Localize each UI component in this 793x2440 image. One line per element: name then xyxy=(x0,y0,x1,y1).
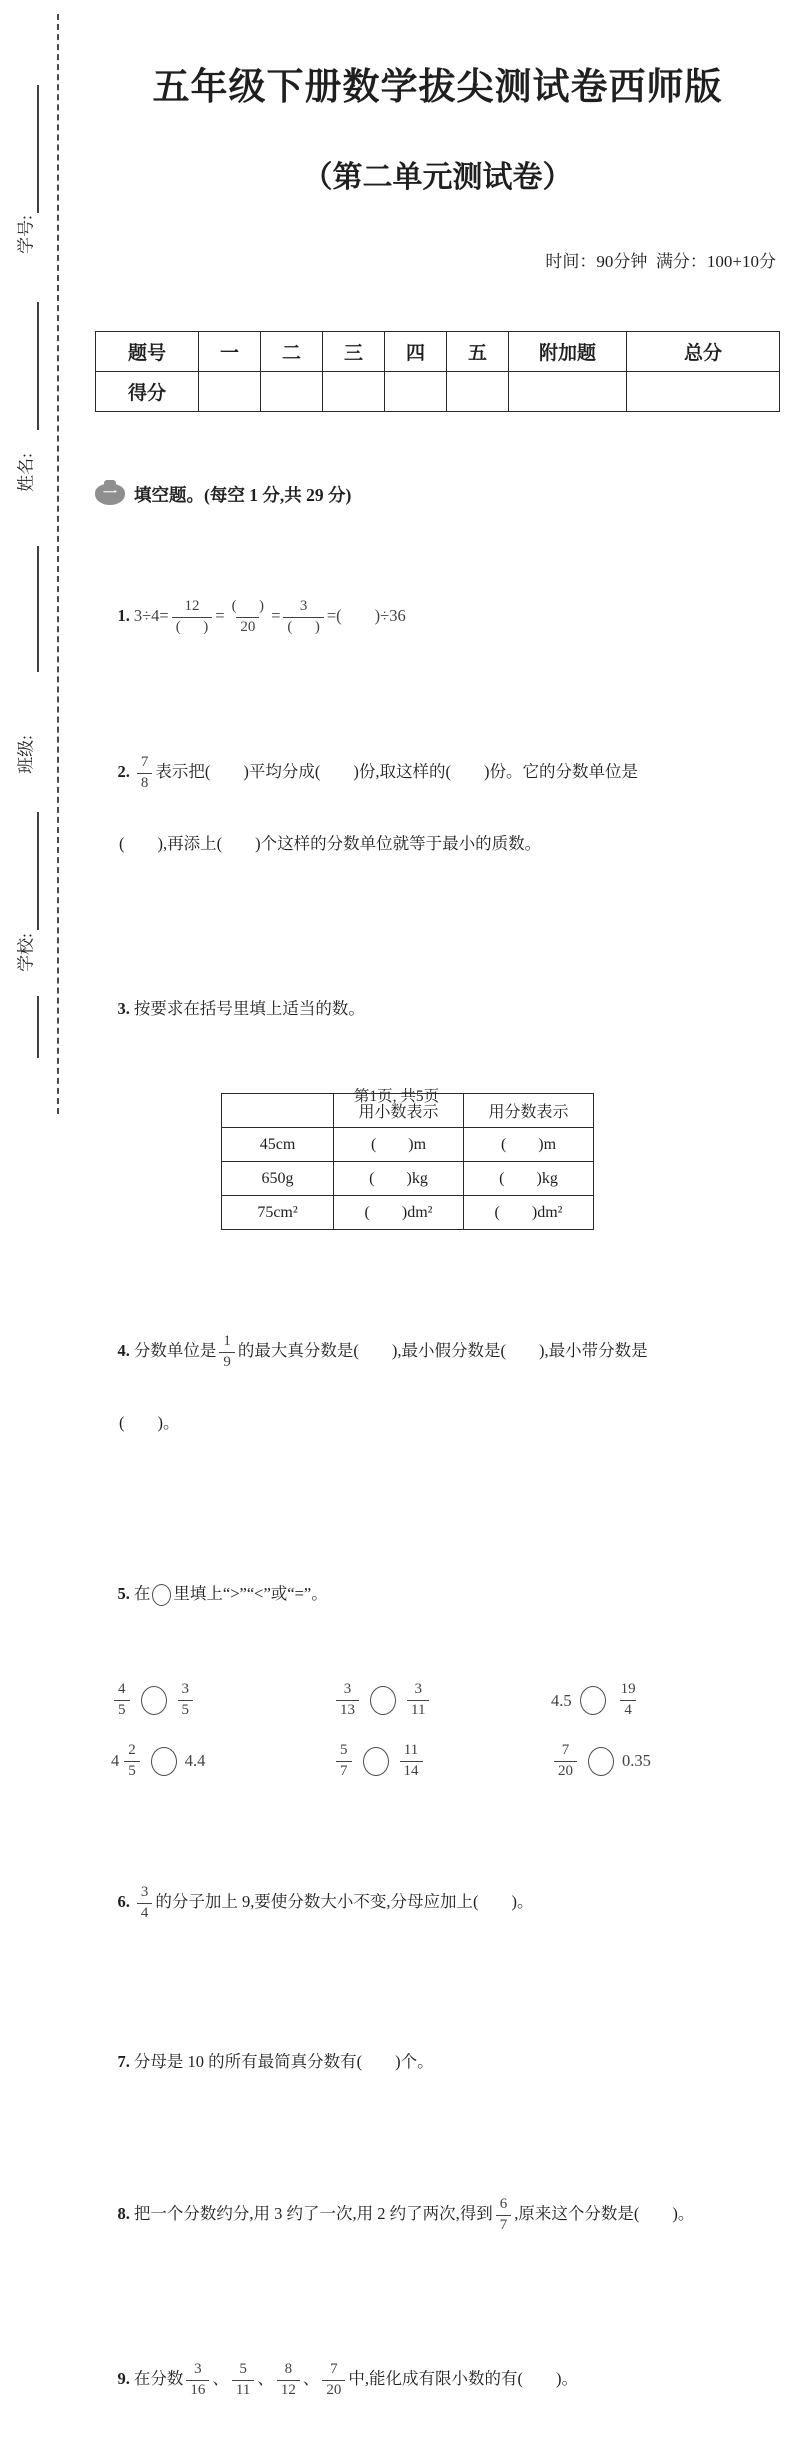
denominator: 12 xyxy=(277,2380,300,2399)
q4-text-cont: 的最大真分数是( ),最小假分数是( ),最小带分数是 xyxy=(237,1341,648,1361)
q9-text-cont: 中,能化成有限小数的有( )。 xyxy=(348,2368,578,2388)
fraction xyxy=(114,1682,130,1719)
fraction xyxy=(407,1682,429,1719)
numerator: 12 xyxy=(184,597,200,614)
numerator: 3 xyxy=(343,1681,352,1698)
fraction xyxy=(617,1682,640,1719)
question-8 xyxy=(101,2174,780,2258)
score-row-label: 得分 xyxy=(96,372,199,412)
denominator: 5 xyxy=(114,1700,130,1719)
denominator: 20 xyxy=(236,617,259,636)
numerator: 6 xyxy=(499,2196,508,2213)
question-5 xyxy=(101,1558,780,1630)
fraction xyxy=(186,2362,209,2399)
denominator: 9 xyxy=(219,1352,235,1371)
item-cell: 75cm² xyxy=(222,1196,334,1230)
q6-text: 的分子加上 9,要使分数大小不变,分母应加上( )。 xyxy=(155,1892,534,1912)
denominator: 4 xyxy=(620,1700,636,1719)
score-header-cell: 三 xyxy=(323,332,385,372)
question-number: 1. xyxy=(117,605,130,625)
numerator: 5 xyxy=(340,1741,348,1758)
compare-circle xyxy=(363,1747,389,1776)
compare-circle xyxy=(370,1686,396,1715)
denominator: 8 xyxy=(137,773,153,792)
numerator: 1 xyxy=(223,1333,231,1350)
fraction-blank-cell: ( )m xyxy=(464,1128,594,1162)
score-blank-cell xyxy=(385,372,447,412)
question-number: 2. xyxy=(117,762,130,782)
section-title: 填空题。 xyxy=(134,485,204,505)
student-id-label: 学号: xyxy=(16,215,36,254)
compare-circle xyxy=(151,1747,177,1776)
q8-text-cont: ,原来这个分数是( )。 xyxy=(514,2204,695,2224)
fraction xyxy=(228,599,269,636)
numerator: 3 xyxy=(194,2360,202,2377)
writein-line xyxy=(37,996,39,1058)
fraction xyxy=(277,2362,300,2399)
numerator: 7 xyxy=(330,2360,338,2377)
score-blank-cell xyxy=(447,372,509,412)
item-cell: 45cm xyxy=(222,1128,334,1162)
fraction xyxy=(124,1743,140,1780)
q1-expression-tail: =( )÷36 xyxy=(326,605,406,625)
binding-dashed-line xyxy=(57,14,59,1114)
compare-circle xyxy=(588,1747,614,1776)
denominator: ( ) xyxy=(283,617,324,636)
denominator: 11 xyxy=(407,1700,429,1719)
conversion-row xyxy=(222,1128,594,1162)
student-name-label: 姓名: xyxy=(16,453,36,492)
score-header-cell: 附加题 xyxy=(509,332,627,372)
comparison-item xyxy=(551,1743,780,1780)
q5-text-cont: 里填上“>”“<”或“=”。 xyxy=(173,1584,328,1604)
compare-circle-icon xyxy=(152,1584,171,1606)
fraction xyxy=(336,1743,352,1780)
q8-text: 把一个分数约分,用 3 约了一次,用 2 约了两次,得到 xyxy=(133,2204,493,2224)
fraction xyxy=(496,2197,512,2234)
question-number: 3. xyxy=(117,999,130,1019)
question-4 xyxy=(101,1310,780,1482)
numerator: 3 xyxy=(299,597,308,614)
fraction-blank-cell: ( )dm² xyxy=(464,1196,594,1230)
score-blank-cell xyxy=(627,372,780,412)
q2-text-line1: 表示把( )平均分成( )份,取这样的( )份。它的分数单位是 xyxy=(155,762,638,782)
denominator: 14 xyxy=(400,1761,423,1780)
score-blank-cell xyxy=(323,372,385,412)
separator: 、 xyxy=(212,2368,229,2388)
class-label: 班级: xyxy=(16,735,36,774)
question-6 xyxy=(101,1861,780,1945)
writein-line xyxy=(37,302,39,430)
separator: 、 xyxy=(257,2368,274,2388)
numerator: 2 xyxy=(128,1741,136,1758)
decimal-blank-cell: ( )m xyxy=(334,1128,464,1162)
school-label: 学校: xyxy=(16,933,36,972)
q4-text-line2: ( )。 xyxy=(119,1412,180,1432)
question-number: 6. xyxy=(117,1892,130,1912)
q7-text: 分母是 10 的所有最简真分数有( )个。 xyxy=(133,2051,434,2071)
page-footer: 第1页, 共5页 xyxy=(353,1088,440,1105)
question-9 xyxy=(101,2338,780,2422)
compare-circle xyxy=(580,1686,606,1715)
numerator: 3 xyxy=(140,1884,149,1901)
denominator: 5 xyxy=(124,1761,140,1780)
fraction-header-cell: 用分数表示 xyxy=(464,1094,594,1128)
comparison-item xyxy=(333,1682,551,1719)
binding-sidebar xyxy=(0,0,60,1122)
exam-time-score-info: 时间：90分钟 满分：100+10分 xyxy=(545,252,776,271)
item-cell: 650g xyxy=(222,1162,334,1196)
numerator: 3 xyxy=(181,1681,189,1698)
question-7 xyxy=(101,2026,780,2098)
page-title: 五年级下册数学拔尖测试卷西师版 xyxy=(152,67,723,108)
fraction xyxy=(137,1885,153,1922)
writein-line xyxy=(37,85,39,213)
question-3 xyxy=(101,973,780,1045)
comparison-item xyxy=(333,1743,551,1780)
numerator: 19 xyxy=(620,1681,636,1698)
fraction xyxy=(554,1743,577,1780)
numerator: 3 xyxy=(414,1681,422,1698)
decimal-value: 0.35 xyxy=(622,1751,651,1771)
q5-text: 在 xyxy=(133,1584,151,1604)
equals-sign: = xyxy=(271,605,281,625)
decimal-value: 4.4 xyxy=(184,1751,206,1771)
denominator: 4 xyxy=(137,1903,153,1922)
compare-circle xyxy=(141,1686,167,1715)
conversion-row xyxy=(222,1196,594,1230)
numerator: 5 xyxy=(239,2360,247,2377)
denominator: 20 xyxy=(554,1761,577,1780)
score-header-cell: 四 xyxy=(385,332,447,372)
q1-expression: 3÷4= xyxy=(133,605,169,625)
score-header-cell: 总分 xyxy=(627,332,780,372)
whole-number: 4 xyxy=(111,1751,120,1771)
score-blank-cell xyxy=(199,372,261,412)
decimal-blank-cell: ( )dm² xyxy=(334,1196,464,1230)
page-subtitle: （第二单元测试卷） xyxy=(302,161,573,194)
numerator: 8 xyxy=(284,2360,293,2377)
fraction xyxy=(219,1334,235,1371)
question-2 xyxy=(101,731,780,903)
question-number: 4. xyxy=(117,1341,130,1361)
denominator: 20 xyxy=(322,2380,345,2399)
q2-text-line2: ( ),再添上( )个这样的分数单位就等于最小的质数。 xyxy=(119,833,542,853)
score-table-score-row xyxy=(96,372,780,412)
separator: 、 xyxy=(302,2368,320,2388)
denominator: 7 xyxy=(336,1761,352,1780)
fraction xyxy=(178,1682,194,1719)
unit-conversion-table xyxy=(221,1093,594,1230)
q9-text: 在分数 xyxy=(133,2368,184,2388)
section-badge-icon xyxy=(95,484,125,505)
conversion-row xyxy=(222,1162,594,1196)
writein-line xyxy=(37,546,39,672)
score-table xyxy=(95,331,780,412)
numerator: 11 xyxy=(403,1741,419,1758)
fraction-blank-cell: ( )kg xyxy=(464,1162,594,1196)
question-number: 7. xyxy=(117,2051,130,2071)
fraction xyxy=(400,1743,423,1780)
score-header-cell: 一 xyxy=(199,332,261,372)
decimal-header-cell: 用小数表示 xyxy=(334,1094,464,1128)
writein-line xyxy=(37,812,39,930)
fraction xyxy=(322,2362,345,2399)
denominator: 5 xyxy=(178,1700,194,1719)
question-number: 8. xyxy=(117,2204,130,2224)
fraction xyxy=(172,599,213,636)
fraction xyxy=(283,599,324,636)
score-table-header-row xyxy=(96,332,780,372)
denominator: 7 xyxy=(496,2215,512,2234)
q3-text: 按要求在括号里填上适当的数。 xyxy=(133,999,365,1019)
fraction xyxy=(336,1682,359,1719)
question-number: 5. xyxy=(117,1584,130,1604)
comparison-item xyxy=(111,1743,333,1780)
section-1-header xyxy=(95,482,780,507)
fraction xyxy=(137,755,153,792)
equals-sign: = xyxy=(215,605,225,625)
q4-text: 分数单位是 xyxy=(133,1341,217,1361)
exam-content xyxy=(95,0,780,2440)
denominator: ( ) xyxy=(172,617,213,636)
denominator: 16 xyxy=(186,2380,209,2399)
comparison-grid xyxy=(111,1682,780,1779)
section-badge-numeral: 一 xyxy=(103,486,117,502)
decimal-blank-cell: ( )kg xyxy=(334,1162,464,1196)
score-blank-cell xyxy=(509,372,627,412)
numerator: 4 xyxy=(118,1681,126,1698)
numerator: 7 xyxy=(140,754,149,771)
comparison-item xyxy=(551,1682,780,1719)
numerator: ( ) xyxy=(231,597,265,614)
denominator: 13 xyxy=(336,1700,359,1719)
section-note: (每空 1 分,共 29 分) xyxy=(204,485,352,505)
score-header-cell: 五 xyxy=(447,332,509,372)
fraction xyxy=(232,2362,254,2399)
question-number: 9. xyxy=(117,2368,130,2388)
decimal-value: 4.5 xyxy=(551,1690,572,1710)
numerator: 7 xyxy=(561,1741,570,1758)
score-header-cell: 题号 xyxy=(96,332,199,372)
comparison-item xyxy=(111,1682,333,1719)
question-1 xyxy=(101,575,780,659)
score-blank-cell xyxy=(261,372,323,412)
denominator: 11 xyxy=(232,2380,254,2399)
score-header-cell: 二 xyxy=(261,332,323,372)
